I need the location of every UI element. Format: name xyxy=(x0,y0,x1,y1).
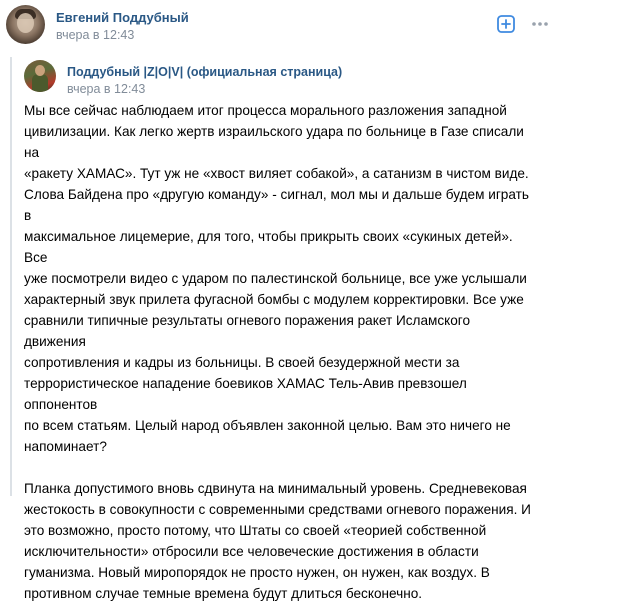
source-avatar[interactable] xyxy=(24,60,56,92)
post-time[interactable]: вчера в 12:43 xyxy=(56,28,135,42)
more-options-button[interactable] xyxy=(531,15,549,33)
plus-square-icon xyxy=(497,15,515,33)
author-avatar[interactable] xyxy=(6,5,45,44)
author-name[interactable]: Евгений Поддубный xyxy=(56,10,189,25)
source-name[interactable]: Поддубный |Z|O|V| (официальная страница) xyxy=(67,65,343,79)
repost-divider xyxy=(10,57,12,496)
post-paragraph-2: Планка допустимого вновь сдвинута на минимальный уровень. Средневековая жестокость в совокупности с современными средствами огневого поражения. И это возможно, просто потому, что Штаты со своей «теорией собственной исключительности» отбросили все человеческие достижения в области гуманизма. Новый миропорядок не просто нужен, он нужен, как воздух. В противном случае темные времена будут длиться бесконечно. xyxy=(24,481,531,601)
post-paragraph-1: Мы все сейчас наблюдаем итог процесса морального разложения западной цивилизации. Как легко жертв израильского удара по больнице в Газе списали на «ракету ХАМАС». Тут уж не «хвост виляет собакой», а сатанизм в чистом виде. Слова Байдена про «другую команду» - сигнал, мол мы и дальше будем играть в максимальное лицемерие, для того, чтобы прикрыть своих «сукиных детей». Все уже посмотрели видео с ударом по палестинской больнице, все уже услышали характерный звук прилета фугасной бомбы с модулем корректировки. Все уже сравнили типичные результаты огневого поражения ракет Исламского движения сопротивления и кадры из больницы. В своей безудержной мести за террористическое нападение боевиков ХАМАС Тель-Авив превзошел оппонентов по всем статьям. Целый народ объявлен законной целью. Вам это ничего не напоминает? xyxy=(24,103,529,454)
avatar-head xyxy=(35,65,45,76)
avatar-body xyxy=(32,74,48,92)
ellipsis-icon xyxy=(531,15,549,33)
avatar-face xyxy=(17,13,34,33)
add-post-button[interactable] xyxy=(497,15,515,33)
source-time[interactable]: вчера в 12:43 xyxy=(67,82,146,96)
post-text xyxy=(24,100,534,604)
